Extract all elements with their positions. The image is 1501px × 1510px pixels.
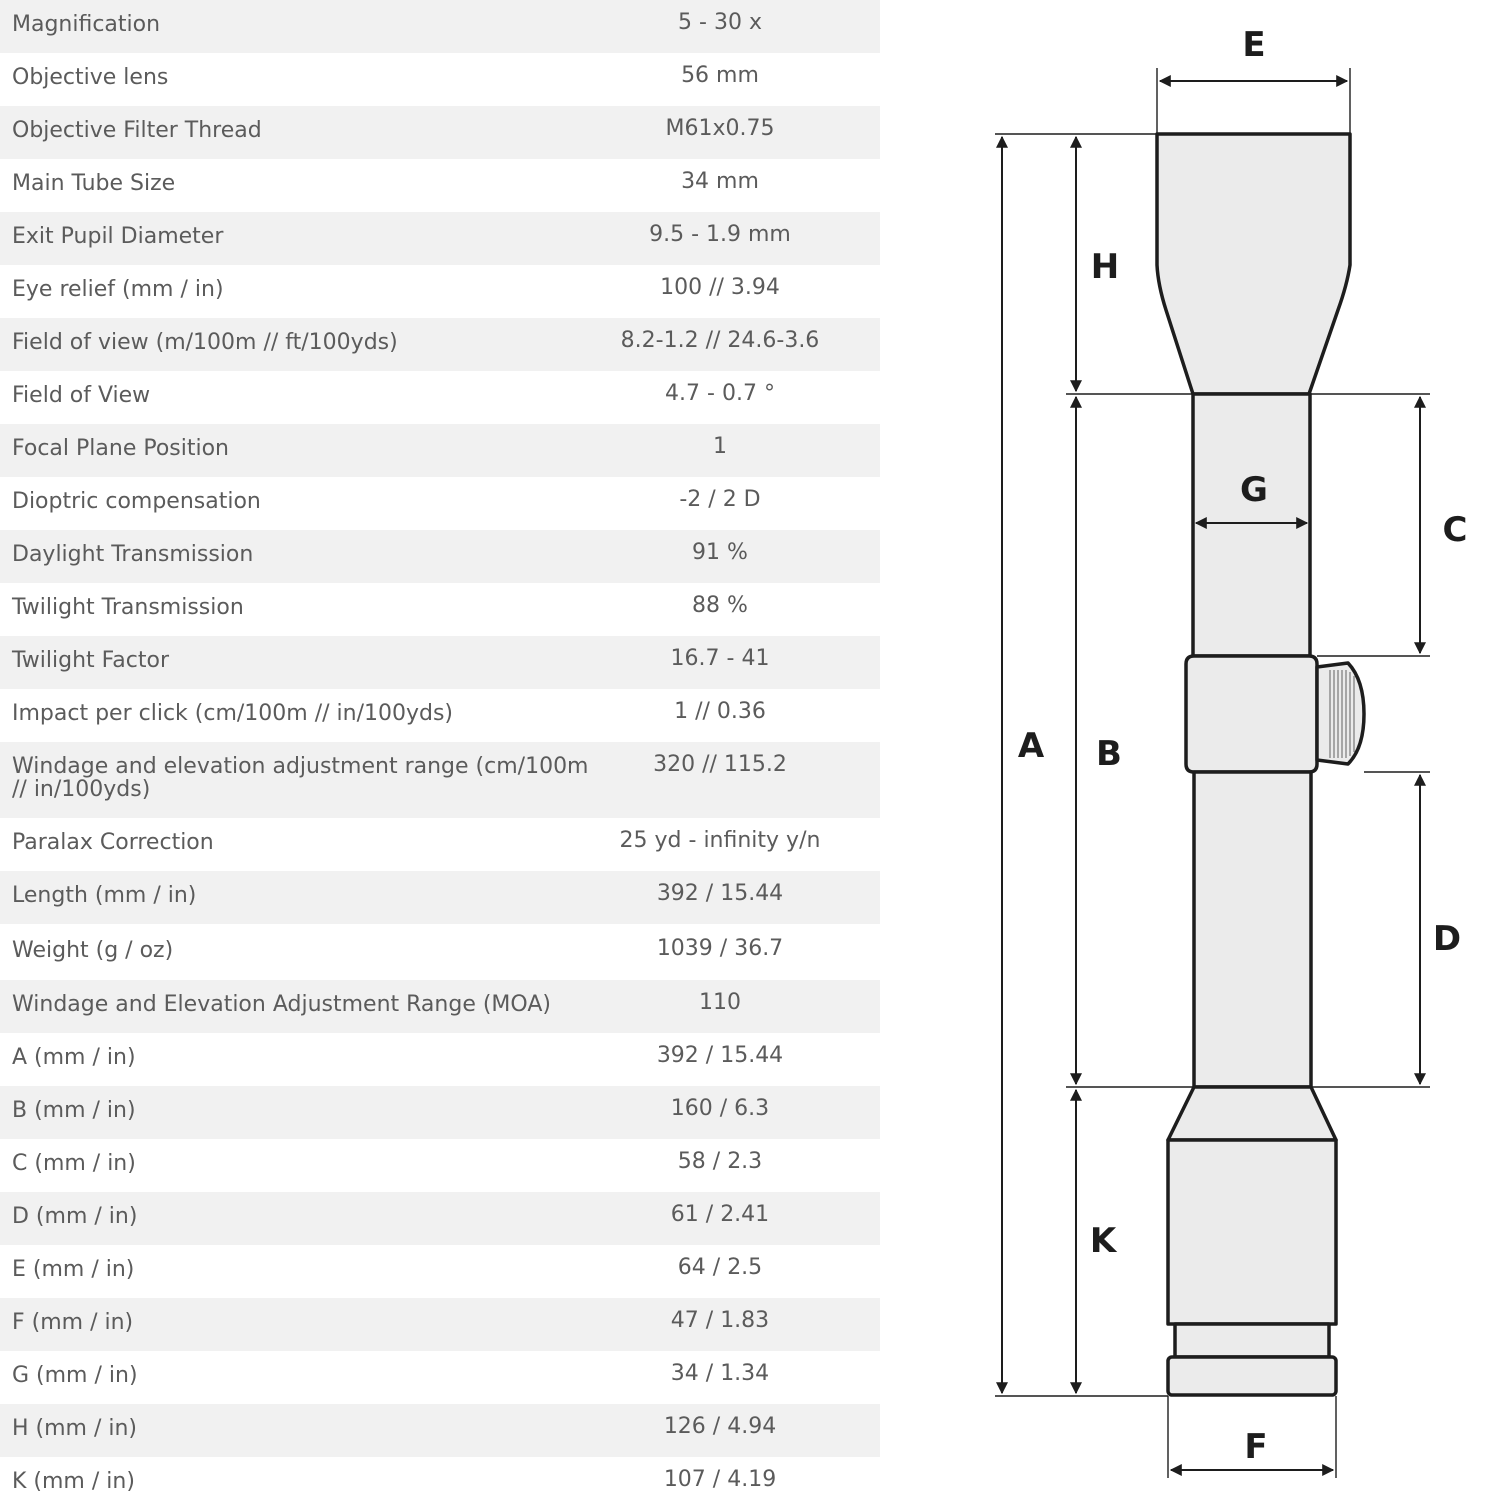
scope-outline [1157,134,1364,1395]
objective-bell [1157,134,1350,394]
spec-value: 25 yd - infinity y/n [619,828,821,853]
spec-row-dioptric-compensation [0,477,880,530]
spec-row-field-of-view-degrees [0,371,880,424]
spec-label: A (mm / in) [12,1045,136,1070]
spec-value: 100 // 3.94 [660,275,780,300]
dim-label-f: F [1244,1427,1268,1467]
spec-label: Field of view (m/100m // ft/100yds) [12,330,398,355]
spec-label: Length (mm / in) [12,883,197,908]
spec-row-a [0,1033,880,1086]
spec-label: B (mm / in) [12,1098,136,1123]
spec-label: Paralax Correction [12,830,214,855]
spec-value: 9.5 - 1.9 mm [649,222,791,247]
spec-row-b [0,1086,880,1139]
spec-row-magnification [0,0,880,53]
spec-row-paralax-correction [0,818,880,871]
spec-row-objective-filter-thread [0,106,880,159]
spec-label: Eye relief (mm / in) [12,277,224,302]
spec-value: 5 - 30 x [678,10,762,35]
spec-label: Objective Filter Thread [12,118,262,143]
dim-label-d: D [1432,919,1462,959]
spec-row-f [0,1298,880,1351]
spec-value: 34 mm [681,169,759,194]
spec-value: 88 % [692,593,748,618]
spec-row-g [0,1351,880,1404]
spec-label: Weight (g / oz) [12,938,174,963]
spec-label: Daylight Transmission [12,542,254,567]
dim-label-k: K [1089,1221,1117,1261]
spec-value: 56 mm [681,63,759,88]
spec-label: Exit Pupil Diameter [12,224,224,249]
spec-value: 64 / 2.5 [677,1255,763,1280]
spec-label: H (mm / in) [12,1416,138,1441]
spec-value: 58 / 2.3 [677,1149,763,1174]
spec-value: 16.7 - 41 [670,646,770,671]
spec-label: F (mm / in) [12,1310,134,1335]
spec-label: Dioptric compensation [12,489,261,514]
spec-value: 107 / 4.19 [663,1467,777,1492]
spec-label: Objective lens [12,65,169,90]
spec-row-objective-lens [0,53,880,106]
spec-row-field-of-view-metric [0,318,880,371]
spec-row-impact-per-click [0,689,880,742]
spec-row-eye-relief [0,265,880,318]
upper-tube [1193,394,1310,656]
spec-row-weight [0,924,880,980]
dim-label-h: H [1090,247,1120,287]
spec-row-daylight-transmission [0,530,880,583]
spec-row-exit-pupil-diameter [0,212,880,265]
spec-row-windage-elevation-range-moa [0,980,880,1033]
spec-label: D (mm / in) [12,1204,138,1229]
lower-tube [1194,772,1311,1087]
spec-label: E (mm / in) [12,1257,135,1282]
dim-label-a: A [1017,726,1045,766]
spec-label: Windage and Elevation Adjustment Range (MOA) [12,992,551,1017]
spec-label: Focal Plane Position [12,436,230,461]
spec-label: Impact per click (cm/100m // in/100yds) [12,701,454,726]
dim-label-c: C [1442,510,1468,550]
eyepiece [1168,1140,1336,1324]
spec-label: Magnification [12,12,161,37]
spec-value: 126 / 4.94 [663,1414,777,1439]
spec-value: 8.2-1.2 // 24.6-3.6 [620,328,820,353]
dim-label-g: G [1240,470,1268,510]
eyepiece-taper [1168,1087,1336,1140]
spec-value: 4.7 - 0.7 ° [665,381,775,406]
spec-value: 91 % [692,540,748,565]
spec-row-k [0,1457,880,1510]
spec-value: 392 / 15.44 [656,881,784,906]
spec-label: Main Tube Size [12,171,176,196]
spec-value: 1 [713,434,727,459]
spec-value: 47 / 1.83 [670,1308,770,1333]
spec-value: M61x0.75 [665,116,775,141]
spec-value: 1039 / 36.7 [656,936,784,961]
dim-label-b: B [1096,734,1122,774]
spec-value: 160 / 6.3 [670,1096,770,1121]
spec-row-d [0,1192,880,1245]
spec-label: G (mm / in) [12,1363,138,1388]
spec-row-main-tube-size [0,159,880,212]
spec-label: Windage and elevation adjustment range (cm/100m // in/100yds) [12,754,589,802]
spec-row-focal-plane-position [0,424,880,477]
spec-row-c [0,1139,880,1192]
spec-label: Twilight Factor [12,648,169,673]
spec-value: 392 / 15.44 [656,1043,784,1068]
spec-label: Field of View [12,383,151,408]
spec-row-twilight-transmission [0,583,880,636]
spec-label: Twilight Transmission [12,595,244,620]
spec-value: 320 // 115.2 [653,752,787,777]
spec-value: 34 / 1.34 [670,1361,770,1386]
turret-knob [1317,663,1364,764]
spec-row-twilight-factor [0,636,880,689]
eyepiece-ring [1175,1324,1329,1357]
scope-dimension-diagram [930,0,1501,1501]
turret-knurling [1330,670,1354,758]
spec-label: C (mm / in) [12,1151,136,1176]
spec-label: K (mm / in) [12,1469,135,1494]
spec-value: -2 / 2 D [679,487,761,512]
spec-value: 110 [699,990,741,1015]
spec-value: 61 / 2.41 [670,1202,770,1227]
spec-row-windage-elevation-range-cm [0,742,880,818]
dim-label-e: E [1242,25,1266,65]
spec-row-h [0,1404,880,1457]
spec-value: 1 // 0.36 [674,699,766,724]
eyepiece-cap [1168,1357,1336,1395]
turret-housing [1186,656,1317,772]
spec-row-e [0,1245,880,1298]
spec-row-length [0,871,880,924]
